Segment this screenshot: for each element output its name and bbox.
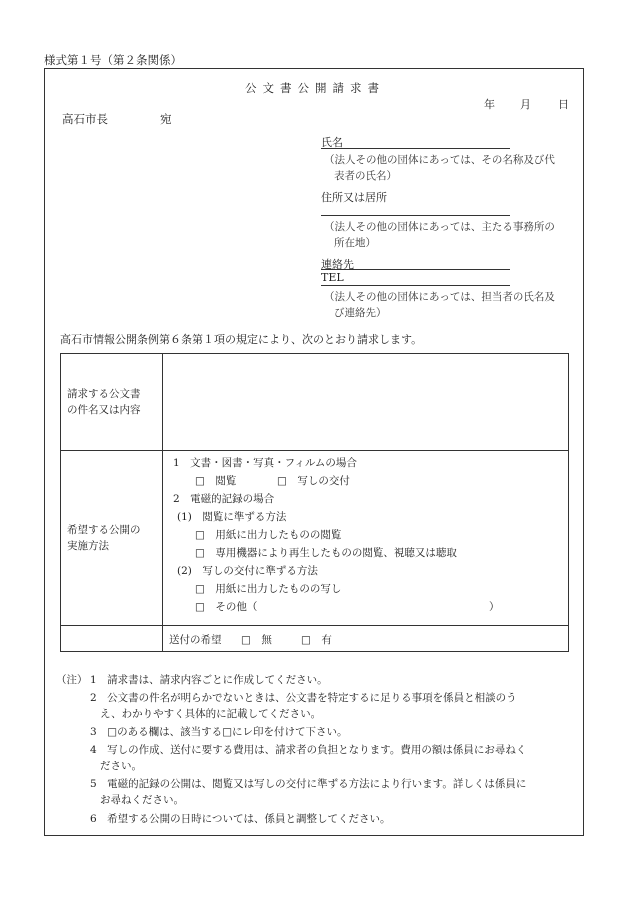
form-number: 様式第１号（第２条関係） <box>44 53 182 67</box>
tel-label: TEL <box>321 271 344 284</box>
tel-field[interactable] <box>321 285 510 286</box>
document-label: 請求する公文書 <box>67 388 141 400</box>
note-3: 3 □のある欄は、該当する□にレ印を付けて下さい。 <box>90 726 348 738</box>
addressee-suffix: 宛 <box>160 112 172 126</box>
notes-prefix: （注） <box>56 674 88 686</box>
method-2-heading: 2 電磁的記録の場合 <box>173 493 275 505</box>
addressee: 高石市長 <box>62 112 108 126</box>
method-2-2-heading: (2) 写しの交付に準ずる方法 <box>177 565 318 577</box>
contact-note: （法人その他の団体にあっては、担当者の氏名及 <box>324 291 555 303</box>
checkbox-copy[interactable]: □ 写しの交付 <box>277 475 350 487</box>
date-month: 月 <box>520 98 531 111</box>
form-title: 公文書公開請求書 <box>245 81 385 95</box>
delivery-empty-cell <box>61 626 163 652</box>
checkbox-printed-copy[interactable]: □ 用紙に出力したものの写し <box>195 583 342 595</box>
checkbox-device-view[interactable]: □ 専用機器により再生したものの閲覧、視聴又は聴取 <box>195 547 457 559</box>
note-4-cont: ださい。 <box>100 760 142 772</box>
document-label-cell <box>61 354 163 451</box>
note-1: 1 請求書は、請求内容ごとに作成してください。 <box>90 674 328 686</box>
checkbox-delivery-no[interactable]: □ 無 <box>241 634 272 646</box>
method-1-heading: 1 文書・図書・写真・フィルムの場合 <box>173 457 357 469</box>
checkbox-view[interactable]: □ 閲覧 <box>195 475 237 487</box>
date-year: 年 <box>484 98 495 111</box>
document-input-cell[interactable] <box>163 354 569 451</box>
address-label: 住所又は居所 <box>321 191 387 204</box>
date-day: 日 <box>558 98 569 111</box>
name-field[interactable] <box>321 148 510 149</box>
request-table <box>60 353 569 652</box>
note-5: 5 電磁的記録の公開は、閲覧又は写しの交付に準ずる方法により行います。詳しくは係員に <box>90 778 527 790</box>
contact-field[interactable] <box>321 269 510 270</box>
method-options-cell <box>163 451 569 626</box>
document-label-cont: の件名又は内容 <box>67 404 141 416</box>
contact-note-cont: び連絡先） <box>334 307 387 319</box>
request-statement: 高石市情報公開条例第６条第１項の規定により、次のとおり請求します。 <box>60 333 423 346</box>
address-note-cont: 所在地） <box>334 237 376 249</box>
method-2-1-heading: (1) 閲覧に準ずる方法 <box>177 511 287 523</box>
note-4: 4 写しの作成、送付に要する費用は、請求者の負担となります。費用の額は係員にお尋ねく <box>90 744 527 756</box>
note-5-cont: お尋ねください。 <box>100 794 184 806</box>
method-label: 希望する公開の <box>67 524 141 536</box>
note-2: 2 公文書の件名が明らかでないときは、公文書を特定するに足りる事項を係員と相談のう <box>90 692 517 704</box>
checkbox-other[interactable]: □ その他（ <box>195 601 258 613</box>
other-close-paren: ） <box>489 601 500 613</box>
name-label: 氏名 <box>321 136 343 149</box>
delivery-cell <box>163 626 569 652</box>
checkbox-printed-view[interactable]: □ 用紙に出力したものの閲覧 <box>195 529 342 541</box>
note-2-cont: え、わかりやすく具体的に記載してください。 <box>100 708 322 720</box>
delivery-label: 送付の希望 <box>169 634 222 646</box>
note-6: 6 希望する公開の日時については、係員と調整してください。 <box>90 813 391 825</box>
name-note: （法人その他の団体にあっては、その名称及び代 <box>324 154 555 166</box>
address-field[interactable] <box>321 215 510 216</box>
contact-label: 連絡先 <box>321 258 354 271</box>
method-label-cell <box>61 451 163 626</box>
checkbox-delivery-yes[interactable]: □ 有 <box>301 634 332 646</box>
method-label-cont: 実施方法 <box>67 540 109 552</box>
name-note-cont: 表者の氏名） <box>334 170 397 182</box>
address-note: （法人その他の団体にあっては、主たる事務所の <box>324 221 555 233</box>
